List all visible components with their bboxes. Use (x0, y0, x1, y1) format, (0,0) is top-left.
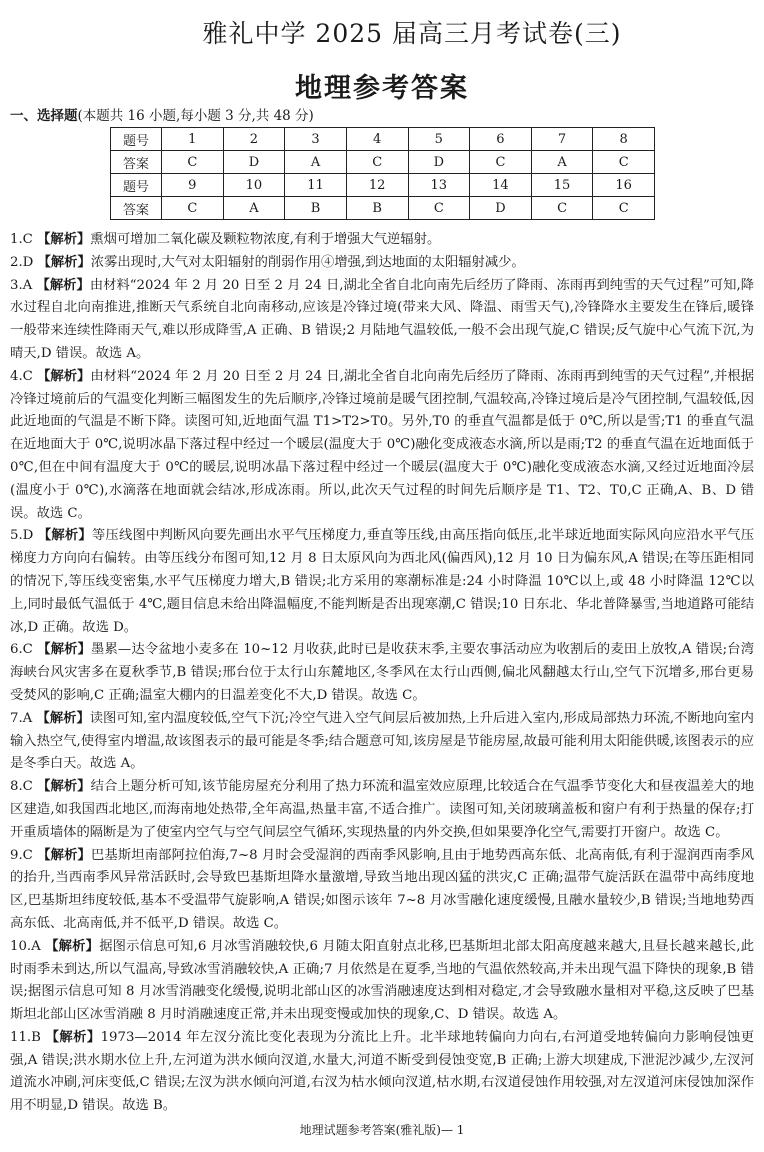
section-heading (10, 104, 314, 124)
table-cell: C (593, 151, 655, 174)
answer-item (10, 525, 754, 639)
table-cell: B (346, 197, 408, 220)
table-cell: C (531, 197, 593, 220)
analysis-text: 据图示信息可知,6 月冰雪消融较快,6 月随太阳直射点北移,巴基斯坦北部太阳高度越来越大,且昼长越来越长,此时雨季未到达,所以气温高,导致冰雪消融较快,A 正确;7 月依然是在夏季,当地的气温依然较高,并未出现气温下降快的现象,B 错误;据图示信息可知 8 月冰雪消融变化缓慢,说明北部山区的冰雪消融速度达到相对稳定,才会导致融水量相对平稳,这反映了巴基斯坦北部山区冰雪消融 8 月时消融速度正常,并未出现变慢或加快的现象,C、D 错误。故选 A。 (10, 938, 754, 1023)
table-cell: C (408, 197, 470, 220)
table-cell: 11 (285, 174, 347, 197)
analysis-text: 墨累—达令盆地小麦多在 10~12 月收获,此时已是收获末季,主要农事活动应为收割后的麦田上放牧,A 错误;台湾海峡台风灾害多在夏秋季节,B 错误;邢台位于太行山东麓地区,冬季风在太行山西侧,偏北风翻越太行山,空气下沉增多,邢台更易受焚风的影响,C 正确;温室大棚内的日温差变化不大,D 错误。故选 C。 (10, 642, 754, 703)
answer-number: 1.C (10, 232, 33, 247)
table-cell: A (285, 151, 347, 174)
table-cell: 9 (162, 174, 224, 197)
answer-number: 9.C (10, 847, 33, 863)
answer-key-title: 地理参考答案 (295, 73, 469, 104)
table-cell: 8 (593, 128, 655, 151)
table-cell: 14 (470, 174, 532, 197)
analysis-text: 巴基斯坦南部阿拉伯海,7~8 月时会受湿润的西南季风影响,且由于地势西高东低、北高南低,有利于湿润西南季风的抬升,当西南季风异常活跃时,会导致巴基斯坦降水量激增,导致当地出现凶猛的洪灾,C 正确;温带气旋活跃在温带中高纬度地区,巴基斯坦纬度较低,基本不受温带气旋影响,A 错误;如图示该年 7~8 月冰雪融化速度缓慢,且融水量较少,B 错误;当地地势西高东低、北高南低,并不低平,D 错误。故选 C。 (10, 847, 755, 931)
table-cell: C (346, 151, 408, 174)
table-cell: 7 (531, 128, 593, 151)
table-cell: 2 (223, 128, 285, 151)
analysis-tag: 【解析】 (37, 847, 91, 863)
table-cell: 5 (408, 128, 470, 151)
analysis-text: 由材料“2024 年 2 月 20 日至 2 月 24 日,湖北全省自北向南先后经历了降雨、冻雨再到纯雪的天气过程”,并根据冷锋过境前后的气温变化判断三幅图发生的先后顺序,冷锋过境前是暖气团控制,气温较高,冷锋过境后是冷气团控制,气温较低,因此近地面的气温是不断下降。读图可知,近地面气温 T1>T2>T0。另外,T0 的垂直气温都是低于 0℃,所以是雪;T1 的垂直气温在近地面大于 0℃,说明冰晶下落过程中经过一个暖层(温度大于 0℃)融化变成液态水滴,所以是雨;T2 的垂直气温在近地面低于 0℃,但在中间有温度大于 0℃的暖层,说明冰晶下落过程中经过一个暖层(温度大于 0℃)融化变成液态水滴,又经过近地面冷层(温度小于 0℃),水滴落在地面就会结冰,形成冻雨。所以,此次天气过程的时间先后顺序是 T1、T2、T0,C 正确,A、B、D 错误。故选 C。 (10, 368, 755, 521)
table-cell: A (531, 151, 593, 174)
analysis-text: 1973—2014 年左汊分流比变化表现为分流比上升。北半球地转偏向力向右,右河道受地转偏向力影响侵蚀更强,A 错误;洪水期水位上升,左河道为洪水倾向汊道,水量大,河道不断受到侵蚀变宽,B 正确;上游大坝建成,下泄泥沙减少,左汊河道流水冲刷,河床变低,C 错误;左汊为洪水倾向河道,右汊为枯水倾向汊道,枯水期,右汊道侵蚀作用较强,对左汊道河床侵蚀加深作用不明显,D 错误。故选 B。 (10, 1029, 755, 1114)
analysis-tag: 【解析】 (37, 368, 91, 384)
page-footer: 地理试题参考答案(雅礼版)— 1 (299, 1123, 465, 1137)
table-cell: 15 (531, 174, 593, 197)
answer-item (10, 252, 754, 275)
analysis-tag: 【解析】 (37, 232, 91, 247)
table-cell: 3 (285, 128, 347, 151)
answer-number: 11.B (10, 1029, 41, 1045)
answer-item (10, 776, 754, 844)
table-cell: 10 (223, 174, 285, 197)
analysis-tag: 【解析】 (37, 779, 91, 795)
table-row-header: 答案 (111, 151, 162, 174)
answer-item (10, 639, 754, 707)
analysis-tag: 【解析】 (36, 710, 90, 726)
table-row-header: 题号 (111, 174, 162, 197)
table-cell: D (470, 197, 532, 220)
answer-item (10, 845, 754, 936)
exam-title: 雅礼中学 2025 届高三月考试卷(三) (202, 19, 622, 48)
table-cell: C (470, 151, 532, 174)
analysis-text: 由材料“2024 年 2 月 20 日至 2 月 24 日,湖北全省自北向南先后经历了降雨、冻雨再到纯雪的天气过程”可知,降水过程自北向南推进,推断天气系统自北向南移动,应该是冷锋过境(带来大风、降温、雨雪天气),冷锋降水主要发生在锋后,暖锋一般带来连续性降雨天气,难以形成降雪,A 正确、B 错误;2 月陆地气温较低,一般不会出现气旋,C 错误;反气旋中心气流下沉,为晴天,D 错误。故选 A。 (10, 277, 755, 361)
table-cell: D (223, 151, 285, 174)
analysis-text: 读图可知,室内温度较低,空气下沉;冷空气进入空气间层后被加热,上升后进入室内,形成局部热力环流,不断地向室内输入热空气,使得室内增温,故该图表示的最可能是冬季;结合题意可知,该房屋是节能房屋,故最可能利用太阳能供暖,该图表示的应是冬季白天。故选 A。 (10, 710, 754, 772)
answer-item (10, 366, 754, 526)
answer-number: 7.A (10, 710, 33, 726)
analysis-text: 浓雾出现时,大气对太阳辐射的削弱作用④增强,到达地面的太阳辐射减少。 (90, 254, 525, 270)
answer-number: 8.C (10, 779, 33, 795)
answer-item (10, 1027, 754, 1118)
table-cell: C (162, 197, 224, 220)
table-cell: A (223, 197, 285, 220)
answer-number: 5.D (10, 528, 34, 544)
answer-number: 4.C (10, 368, 33, 384)
analysis-tag: 【解析】 (45, 1029, 101, 1045)
table-row (111, 174, 655, 197)
analysis-text: 结合上题分析可知,该节能房屋充分利用了热力环流和温室效应原理,比较适合在气温季节变化大和昼夜温差大的地区建造,如我国西北地区,而海南地处热带,全年高温,热量丰富,不适合推广。读图可知,关闭玻璃盖板和窗户有利于热量的保存;打开重质墙体的隔断是为了使室内空气与空气间层空气循环,实现热量的内外交换,但如果要净化空气,需要打开窗户。故选 C。 (10, 779, 755, 840)
table-cell: B (285, 197, 347, 220)
answer-number: 6.C (10, 642, 33, 658)
table-cell: C (162, 151, 224, 174)
table-row (111, 197, 655, 220)
table-row (111, 151, 655, 174)
table-cell: 12 (346, 174, 408, 197)
analysis-tag: 【解析】 (37, 254, 91, 270)
table-cell: 16 (593, 174, 655, 197)
answer-item (10, 936, 754, 1027)
analysis-tag: 【解析】 (45, 938, 100, 954)
table-cell: 1 (162, 128, 224, 151)
analysis-tag: 【解析】 (37, 528, 92, 544)
table-cell: 6 (470, 128, 532, 151)
answer-number: 10.A (10, 938, 41, 954)
analysis-text: 熏烟可增加二氧化碳及颗粒物浓度,有利于增强大气逆辐射。 (90, 232, 441, 247)
table-row (111, 128, 655, 151)
table-cell: C (593, 197, 655, 220)
table-cell: 13 (408, 174, 470, 197)
answer-item (10, 229, 754, 252)
answer-number: 2.D (10, 254, 34, 270)
analysis-tag: 【解析】 (37, 642, 92, 658)
explanations (10, 229, 754, 1118)
section-note: (本题共 16 小题,每小题 3 分,共 48 分) (77, 108, 314, 124)
answer-number: 3.A (10, 277, 33, 293)
table-row-header: 答案 (111, 197, 162, 220)
analysis-tag: 【解析】 (36, 277, 90, 293)
table-cell: D (408, 151, 470, 174)
table-row-header: 题号 (111, 128, 162, 151)
answer-item (10, 708, 754, 776)
answer-table (110, 127, 655, 220)
section-label: 一、选择题 (10, 108, 78, 124)
answer-item (10, 275, 754, 366)
table-cell: 4 (346, 128, 408, 151)
analysis-text: 等压线图中判断风向要先画出水平气压梯度力,垂直等压线,由高压指向低压,北半球近地面实际风向应沿水平气压梯度力方向向右偏转。由等压线分布图可知,12 月 8 日太原风向为西北风(偏西风),12 月 10 日为偏东风,A 错误;在等压距相同的情况下,等压线变密集,水平气压梯度力增大,B 错误;北方采用的寒潮标准是:24 小时降温 10℃以上,或 48 小时降温 12℃以上,同时最低气温低于 4℃,题目信息未给出降温幅度,不能判断是否出现寒潮,C 错误;10 日东北、华北普降暴雪,当地道路可能结冰,D 正确。故选 D。 (10, 528, 754, 635)
